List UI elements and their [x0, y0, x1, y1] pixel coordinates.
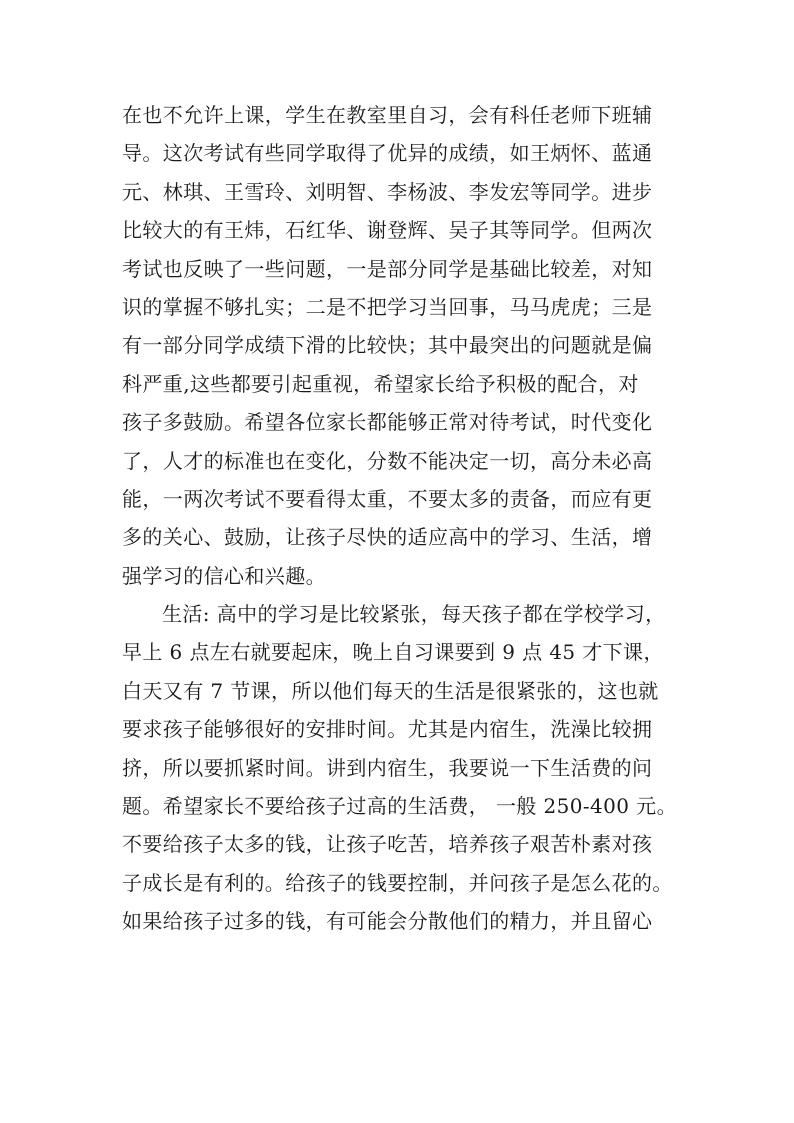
text-line: 题。希望家长不要给孩子过高的生活费， 一般 250-400 元。 — [122, 794, 677, 819]
text-line: 不要给孩子太多的钱，让孩子吃苦，培养孩子艰苦朴素对孩 — [122, 832, 653, 857]
text-line: 白天又有 7 节课，所以他们每天的生活是很紧张的，这也就 — [122, 678, 659, 703]
text-line: 科严重,这些都要引起重视，希望家长给予积极的配合，对 — [122, 371, 639, 396]
text-line: 多的关心、鼓励，让孩子尽快的适应高中的学习、生活，增 — [122, 525, 653, 550]
text-line: 比较大的有王炜，石红华、谢登辉、吴子其等同学。但两次 — [122, 218, 653, 243]
text-line: 早上 6 点左右就要起床，晚上自习课要到 9 点 45 才下课， — [122, 640, 664, 665]
text-line: 元、林琪、王雪玲、刘明智、李杨波、李发宏等同学。进步 — [122, 179, 653, 204]
text-line: 导。这次考试有些同学取得了优异的成绩，如王炳怀、蓝通 — [122, 141, 653, 166]
text-line: 有一部分同学成绩下滑的比较快；其中最突出的问题就是偏 — [122, 333, 653, 358]
text-line: 识的掌握不够扎实；二是不把学习当回事，马马虎虎；三是 — [122, 294, 653, 319]
text-line: 强学习的信心和兴趣。 — [122, 563, 326, 588]
text-line: 考试也反映了一些问题，一是部分同学是基础比较差，对知 — [122, 256, 653, 281]
text-line: 能，一两次考试不要看得太重，不要太多的责备，而应有更 — [122, 486, 653, 511]
text-line: 挤，所以要抓紧时间。讲到内宿生，我要说一下生活费的问 — [122, 755, 653, 780]
text-line: 孩子多鼓励。希望各位家长都能够正常对待考试，时代变化 — [122, 410, 653, 435]
paragraph-start-line: 生活: 高中的学习是比较紧张，每天孩子都在学校学习， — [162, 602, 666, 627]
body-text — [122, 96, 677, 941]
text-line: 在也不允许上课，学生在教室里自习，会有科任老师下班辅 — [122, 103, 653, 127]
text-line: 要求孩子能够很好的安排时间。尤其是内宿生，洗澡比较拥 — [122, 717, 653, 742]
text-line: 了，人才的标准也在变化，分数不能决定一切，高分未必高 — [122, 448, 653, 473]
text-line: 子成长是有利的。给孩子的钱要控制，并问孩子是怎么花的。 — [122, 870, 673, 895]
text-line: 如果给孩子过多的钱，有可能会分散他们的精力，并且留心 — [122, 909, 653, 934]
